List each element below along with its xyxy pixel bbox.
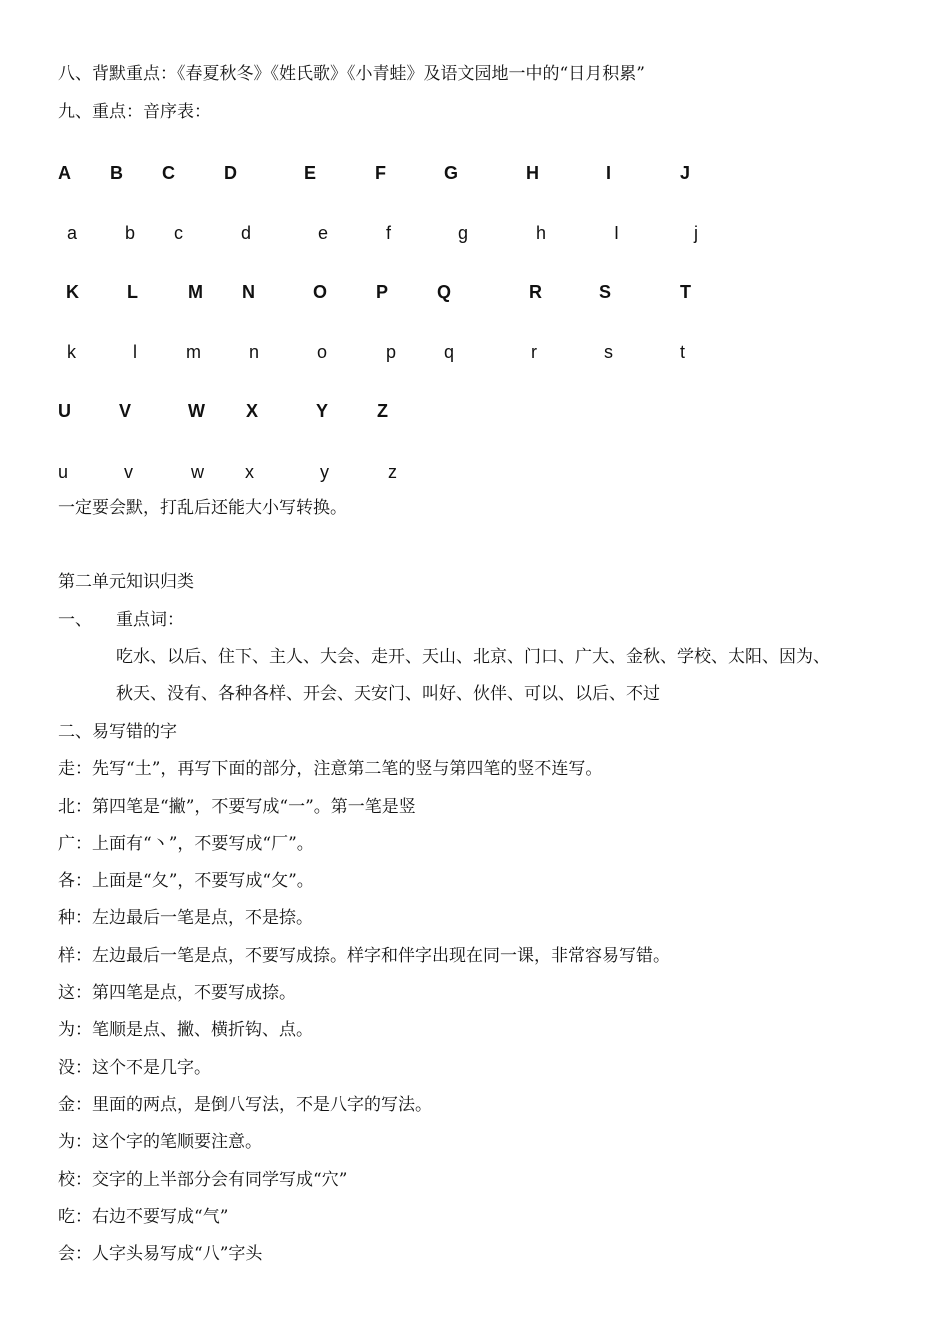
letter-upper: F bbox=[375, 163, 386, 183]
letter-lower: q bbox=[444, 342, 455, 362]
letter-upper: E bbox=[304, 163, 317, 183]
letter-lower: c bbox=[174, 223, 183, 243]
letter-upper: H bbox=[526, 163, 539, 183]
letter-lower: x bbox=[245, 462, 254, 482]
keywords-heading bbox=[58, 609, 184, 631]
letter-upper: P bbox=[376, 282, 389, 302]
letter-lower: k bbox=[67, 342, 76, 362]
letter-upper: R bbox=[529, 282, 542, 302]
letter-lower: l bbox=[133, 342, 137, 362]
letter-upper: C bbox=[162, 163, 175, 183]
keywords-line-2: 秋天、没有、各种各样、开会、天安门、叫好、伙伴、可以、以后、不过 bbox=[116, 684, 660, 704]
letter-upper: S bbox=[599, 282, 612, 302]
letter-upper: G bbox=[444, 163, 459, 183]
letter-lower: m bbox=[186, 342, 201, 362]
letter-lower: t bbox=[680, 342, 686, 362]
section-8-heading: 八、背默重点：《春夏秋冬》《姓氏歌》《小青蛙》及语文园地一中的“日月积累” bbox=[58, 64, 645, 84]
letter-lower: h bbox=[536, 223, 547, 243]
section-9-heading: 九、重点：音序表： bbox=[58, 102, 211, 122]
letter-lower: p bbox=[386, 342, 397, 362]
letter-lower: w bbox=[191, 462, 204, 482]
letter-upper: A bbox=[58, 163, 71, 183]
letter-upper: Y bbox=[316, 401, 329, 421]
letter-upper: K bbox=[66, 282, 79, 302]
letter-upper: V bbox=[119, 401, 132, 421]
letter-upper: D bbox=[224, 163, 237, 183]
mistakes-heading: 二、易写错的字 bbox=[58, 722, 177, 742]
letter-lower: b bbox=[125, 223, 136, 243]
letter-lower: f bbox=[386, 223, 392, 243]
list-item: 北：第四笔是“撇”，不要写成“一”。第一笔是竖 bbox=[58, 797, 416, 817]
letter-lower: v bbox=[124, 462, 133, 482]
letter-upper: L bbox=[127, 282, 138, 302]
list-item: 各：上面是“夂”，不要写成“攵”。 bbox=[58, 871, 314, 891]
unit-2-title: 第二单元知识归类 bbox=[58, 572, 194, 592]
letter-lower: r bbox=[531, 342, 537, 362]
letter-lower: e bbox=[318, 223, 329, 243]
letter-upper: Z bbox=[377, 401, 388, 421]
list-item: 走：先写“土”，再写下面的部分，注意第二笔的竖与第四笔的竖不连写。 bbox=[58, 759, 603, 779]
keywords-number: 一、 bbox=[58, 610, 92, 630]
list-item: 会：人字头易写成“八”字头 bbox=[58, 1244, 263, 1264]
list-item: 校：交字的上半部分会有同学写成“穴” bbox=[58, 1170, 348, 1190]
letter-lower: z bbox=[388, 462, 397, 482]
letter-lower: d bbox=[241, 223, 252, 243]
letter-upper: X bbox=[246, 401, 259, 421]
letter-lower: u bbox=[58, 462, 69, 482]
list-item: 广：上面有“丶”，不要写成“厂”。 bbox=[58, 834, 314, 854]
keywords-line-1: 吃水、以后、住下、主人、大会、走开、天山、北京、门口、广大、金秋、学校、太阳、因为、 bbox=[116, 647, 830, 667]
letter-lower: a bbox=[67, 223, 78, 243]
letter-upper: M bbox=[188, 282, 203, 302]
letter-upper: U bbox=[58, 401, 71, 421]
letter-upper: J bbox=[680, 163, 691, 183]
letter-lower: I bbox=[614, 223, 620, 243]
letter-upper: Q bbox=[437, 282, 452, 302]
list-item: 没：这个不是几字。 bbox=[58, 1058, 211, 1078]
letter-lower: g bbox=[458, 223, 469, 243]
list-item: 为：笔顺是点、撇、横折钩、点。 bbox=[58, 1020, 313, 1040]
letter-lower: s bbox=[604, 342, 613, 362]
letter-lower: j bbox=[694, 223, 698, 243]
keywords-label: 重点词： bbox=[116, 610, 184, 630]
list-item: 这：第四笔是点，不要写成捺。 bbox=[58, 983, 296, 1003]
list-item: 种：左边最后一笔是点，不是捺。 bbox=[58, 908, 313, 928]
letter-upper: N bbox=[242, 282, 255, 302]
list-item: 吃：右边不要写成“气” bbox=[58, 1207, 229, 1227]
letter-upper: O bbox=[313, 282, 328, 302]
letter-upper: I bbox=[606, 163, 612, 183]
list-item: 为：这个字的笔顺要注意。 bbox=[58, 1132, 262, 1152]
memorize-note: 一定要会默，打乱后还能大小写转换。 bbox=[58, 498, 347, 518]
letter-upper: T bbox=[680, 282, 691, 302]
letter-lower: n bbox=[249, 342, 260, 362]
list-item: 金：里面的两点，是倒八写法，不是八字的写法。 bbox=[58, 1095, 432, 1115]
list-item: 样：左边最后一笔是点，不要写成捺。样字和伴字出现在同一课，非常容易写错。 bbox=[58, 946, 670, 966]
letter-lower: y bbox=[320, 462, 329, 482]
letter-upper: W bbox=[188, 401, 205, 421]
letter-lower: o bbox=[317, 342, 328, 362]
letter-upper: B bbox=[110, 163, 123, 183]
